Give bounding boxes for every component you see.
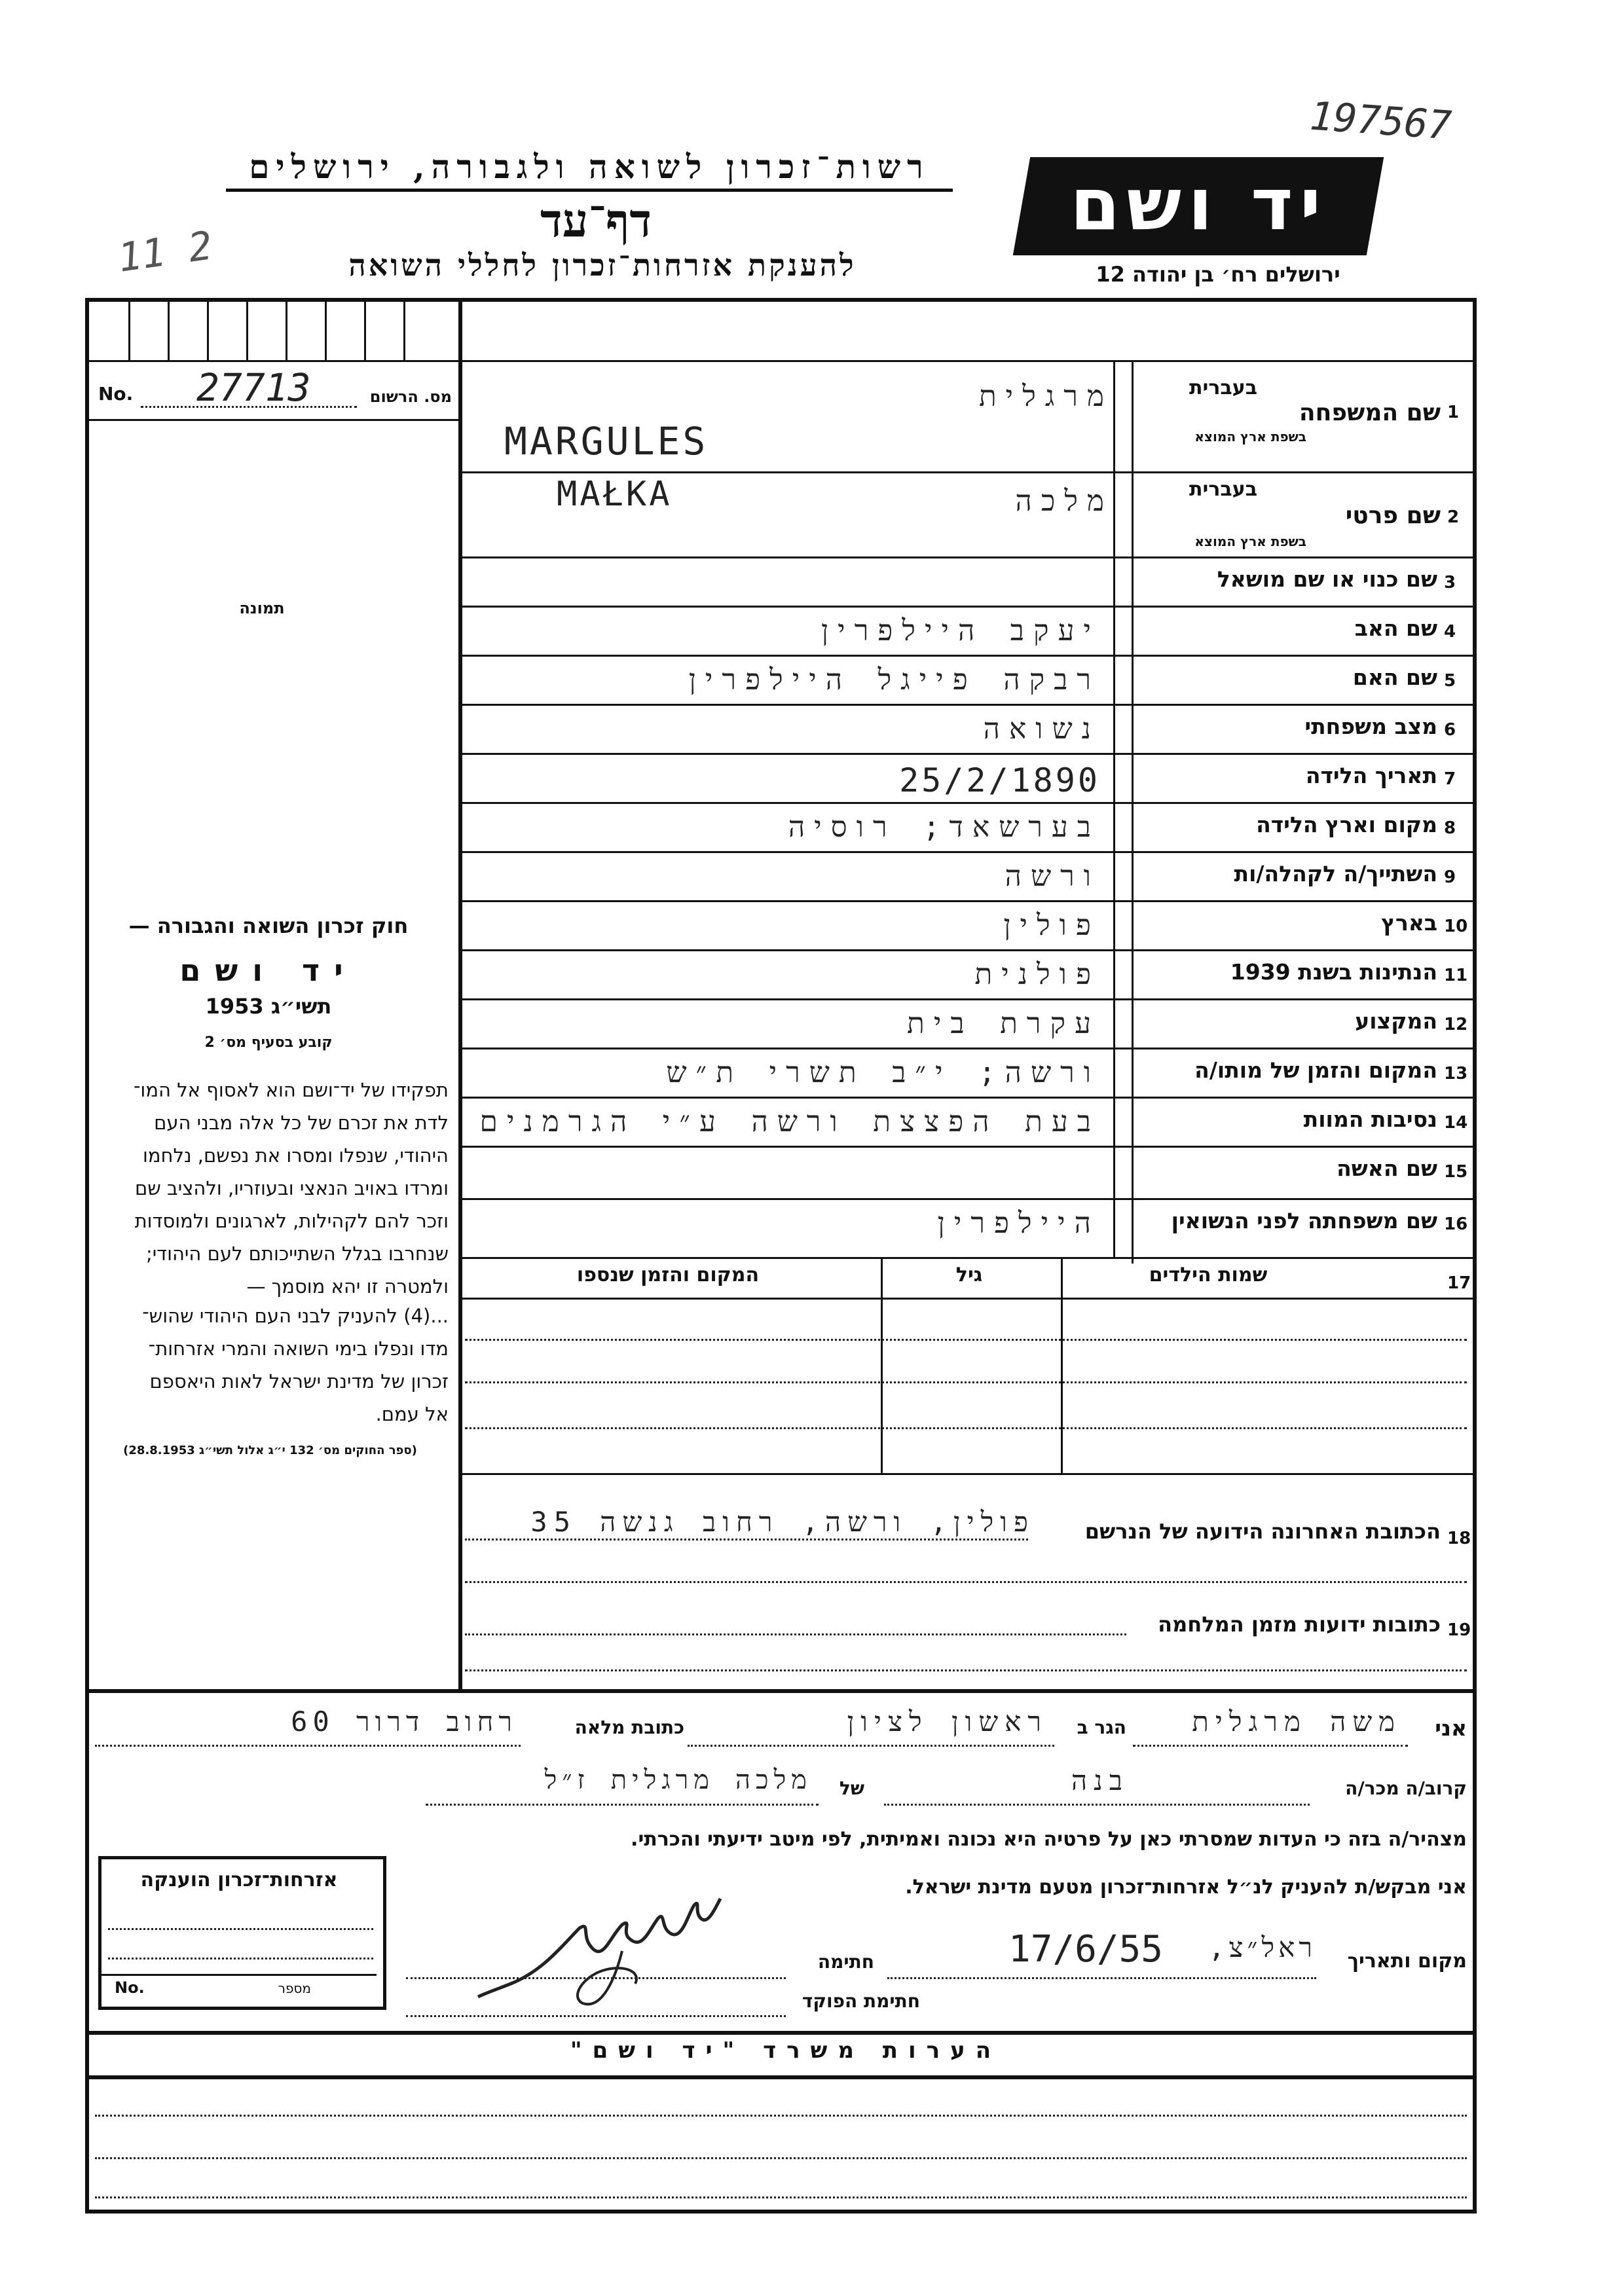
field-10-label: בארץ — [1381, 910, 1437, 936]
field-row-line — [462, 753, 1473, 755]
address: ירושלים רח׳ בן יהודה 12 — [1096, 262, 1340, 287]
children-col-divider-1 — [881, 1257, 883, 1473]
field-5-number: 5 — [1444, 671, 1456, 691]
field-7-label: תאריך הלידה — [1305, 763, 1437, 788]
field-4-value: יעקב היילפרין — [821, 614, 1100, 647]
field-row-line — [462, 802, 1473, 804]
relation-label: קרוב/ה מכר/ה — [1345, 1777, 1467, 1799]
declarant-address: רחוב דרור 60 — [291, 1705, 517, 1738]
field-18-number: 18 — [1447, 1529, 1471, 1548]
field-16-label: שם משפחתה לפני הנשואין — [1171, 1208, 1437, 1233]
law-paragraph-2: ...(4) להעניק לבני העם היהודי שהוש־ מדו ונפלו בימי השואה והמרי אזרחות־ זכרון של מדינת ישראל לאות היאספם אל עמם. — [142, 1305, 449, 1425]
children-row-1 — [465, 1339, 1467, 1341]
field-row-line — [462, 655, 1473, 657]
field-1-label: שם המשפחה — [1299, 399, 1441, 426]
law-citation: (ספר החוקים מס׳ 132 י״ג אלול תשי״ג 28.8.1953) — [123, 1444, 417, 1457]
law-clause: קובע בסעיף מס׳ 2 — [204, 1034, 333, 1051]
date-value: 17/6/55 — [1008, 1928, 1164, 1971]
of-label: של — [839, 1777, 864, 1799]
registration-label: מס. הרשום — [369, 388, 452, 406]
relation-value: בנה — [1071, 1764, 1130, 1796]
field-3-label: שם כנוי או שם מושאל — [1217, 566, 1437, 592]
law-heading: חוק זכרון השואה והגבורה — — [128, 913, 409, 938]
field-9-number: 9 — [1444, 867, 1456, 887]
grant-box-no-label: No. — [115, 1978, 145, 1997]
value-column-divider — [1113, 360, 1115, 1257]
declarant-label: אני — [1435, 1715, 1467, 1741]
field-9-value: ורשה — [1005, 860, 1100, 893]
residing-label: הגר ב — [1077, 1717, 1126, 1738]
field-1-hebrew-sub: בעברית — [1189, 376, 1257, 399]
law-year: תשי״ג 1953 — [205, 994, 332, 1019]
label-column-divider — [1132, 360, 1134, 1264]
signature — [471, 1872, 747, 2016]
field-10-value: פולין — [1003, 909, 1100, 942]
remarks-title: הערות משרד "יד ושם" — [570, 2037, 1002, 2064]
field-19-line-2 — [465, 1669, 1467, 1671]
field-1-number: 1 — [1447, 403, 1460, 422]
children-bottom-line — [462, 1473, 1473, 1475]
law-name: יד ושם — [179, 953, 358, 988]
form-subtitle: להענקת אזרחות־זכרון לחללי השואה — [348, 247, 857, 283]
field-14-label: נסיבות המוות — [1303, 1106, 1437, 1132]
law-paragraph-1: תפקידו של יד־ושם הוא לאסוף אל המו־ לדת את זכרם של כל אלה מבני העם היהודי, שנפלו ומסרו את נפשם, נלחמו ומרדו באויב הנאצי ובעוזריו, ולהציב שם וזכר להם לקהילות, לארגונים ולמוסדות שנחרבו בגלל השתייכותם לעם היהודי; ולמטרה זו יהא מוסמך — — [133, 1079, 449, 1298]
field-row-line — [462, 1146, 1473, 1148]
official-signature-line — [406, 2015, 786, 2017]
field-row-line — [462, 851, 1473, 853]
field-11-label: הנתינות בשנת 1939 — [1230, 959, 1437, 985]
remarks-line-3 — [95, 2196, 1467, 2198]
field-13-number: 13 — [1444, 1064, 1468, 1084]
children-row-2 — [465, 1381, 1467, 1383]
field-18-line-2 — [465, 1581, 1467, 1583]
remarks-line-1 — [95, 2115, 1467, 2117]
children-place-header: המקום והזמן שנספו — [576, 1264, 760, 1286]
field-row-line — [462, 1198, 1473, 1200]
field-18-value: פולין, ורשה, רחוב גנשה 35 — [530, 1506, 1035, 1538]
title-underline — [226, 189, 953, 192]
field-6-number: 6 — [1444, 720, 1456, 740]
field-10-number: 10 — [1444, 917, 1468, 936]
field-14-number: 14 — [1444, 1113, 1468, 1133]
field-1-value-latin: MARGULES — [504, 419, 709, 464]
field-11-value: פולנית — [974, 958, 1100, 991]
field-2-origin-sub: בשפת ארץ המוצא — [1194, 534, 1306, 549]
remarks-header-line — [89, 2075, 1473, 2079]
margin-note: 11 2 — [115, 223, 215, 282]
relation-line — [884, 1804, 1310, 1806]
grant-box-title: אזרחות־זכרון הוענקה — [140, 1868, 338, 1891]
field-19-label: כתובות ידועות מזמן המלחמה — [1158, 1612, 1441, 1637]
field-2-value: מלכה — [1015, 484, 1113, 518]
field-row-line — [462, 1048, 1473, 1049]
field-7-value: 25/2/1890 — [899, 761, 1100, 799]
field-row-line — [462, 704, 1473, 706]
archive-number: 197567 — [1308, 93, 1453, 149]
remarks-line-2 — [95, 2157, 1467, 2159]
field-16-value: היילפרין — [937, 1207, 1100, 1240]
field-17-number: 17 — [1447, 1273, 1471, 1293]
address-label: כתובת מלאה — [574, 1717, 684, 1738]
frame-right — [1473, 298, 1477, 2214]
place-date-line — [887, 1977, 1316, 1979]
official-signature-label: חתימת הפוקד — [802, 1990, 920, 2012]
children-col-divider-2 — [1061, 1257, 1063, 1473]
grant-box-number-label: מספר — [278, 1980, 311, 1996]
registration-number: 27713 — [196, 365, 311, 410]
photo-label: תמונה — [239, 599, 285, 617]
form-title: דף־עד — [540, 193, 652, 247]
field-12-value: עקרת בית — [907, 1007, 1100, 1040]
children-age-header: גיל — [955, 1264, 983, 1286]
registration-no-label: No. — [98, 383, 134, 405]
declarant-name: משה מרגלית — [1192, 1705, 1401, 1738]
field-2-number: 2 — [1447, 507, 1460, 527]
field-1-origin-sub: בשפת ארץ המוצא — [1194, 429, 1306, 445]
grant-box — [98, 1856, 386, 2010]
field-1-value: מרגלית — [978, 380, 1113, 413]
yad-vashem-logo: יד ושם — [1013, 157, 1384, 255]
field-7-number: 7 — [1444, 769, 1456, 789]
top-strip-line — [89, 360, 1473, 362]
field-row-line — [462, 1097, 1473, 1099]
frame-bottom — [85, 2210, 1477, 2214]
field-19-number: 19 — [1447, 1620, 1471, 1640]
place-date-label: מקום ותאריך — [1347, 1950, 1467, 1973]
field-2-label: שם פרטי — [1345, 502, 1441, 529]
field-15-number: 15 — [1444, 1162, 1468, 1182]
field-2-value-latin: MAŁKA — [557, 475, 673, 514]
declarant-line — [1133, 1745, 1408, 1747]
field-12-number: 12 — [1444, 1015, 1468, 1034]
field-15-label: שם האשה — [1337, 1156, 1437, 1181]
field-row-line — [462, 606, 1473, 608]
field-row-line — [462, 1257, 1473, 1259]
field-2-hebrew-sub: בעברית — [1189, 478, 1257, 501]
field-3-number: 3 — [1444, 573, 1456, 592]
section-divider — [89, 1689, 1473, 1693]
field-12-label: המקצוע — [1355, 1008, 1437, 1034]
authority-title: רשות־זכרון לשואה ולגבורה, ירושלים — [249, 147, 930, 186]
field-18-line-1 — [465, 1539, 1028, 1540]
address-line — [95, 1745, 521, 1747]
field-row-line — [462, 998, 1473, 1000]
field-8-label: מקום וארץ הלידה — [1256, 812, 1437, 837]
field-19-line-1 — [465, 1633, 1126, 1635]
of-name: מלכה מרגלית ז״ל — [544, 1765, 812, 1795]
declarant-city: ראשון לציון — [847, 1705, 1048, 1738]
city-line — [688, 1745, 1054, 1747]
field-row-line — [462, 556, 1473, 558]
field-6-label: מצב משפחתי — [1304, 714, 1437, 739]
field-16-number: 16 — [1444, 1214, 1468, 1234]
field-row-line — [462, 471, 1473, 473]
remarks-top — [89, 2031, 1473, 2035]
field-row-line — [462, 900, 1473, 902]
frame-left — [85, 298, 89, 2214]
of-line — [426, 1804, 819, 1806]
left-panel-divider — [458, 302, 462, 1690]
field-row-line — [462, 949, 1473, 951]
field-14-value: בעת הפצצת ורשה ע״י הגרמנים — [479, 1105, 1100, 1139]
field-8-number: 8 — [1444, 818, 1456, 838]
field-13-label: המקום והזמן של מותו/ה — [1194, 1057, 1437, 1083]
field-8-value: בערשאד; רוסיה — [788, 811, 1100, 844]
children-header-line — [462, 1298, 1473, 1300]
field-5-value: רבקה פייגל היילפרין — [688, 663, 1100, 697]
declaration-statement-1: מצהיר/ה בזה כי העדות שמסרתי כאן על פרטיה היא נכונה ואמיתית, לפי מיטב ידיעתי והכרתי. — [631, 1828, 1467, 1851]
tick-boxes — [89, 302, 462, 361]
registration-underline — [89, 419, 458, 421]
children-names-header: שמות הילדים — [1149, 1264, 1268, 1286]
field-4-label: שם האב — [1354, 615, 1437, 641]
field-4-number: 4 — [1444, 622, 1456, 642]
place-value: ראל״צ, — [1208, 1931, 1316, 1963]
field-5-label: שם האם — [1352, 665, 1437, 690]
declaration-statement-2: אני מבקש/ת להעניק לנ״ל אזרחות־זכרון מטעם מדינת ישראל. — [905, 1876, 1467, 1899]
field-6-value: נשואה — [983, 712, 1100, 746]
field-13-value: ורשה; י״ב תשרי ת״ש — [666, 1056, 1100, 1089]
field-18-label: הכתובת האחרונה הידועה של הנרשם — [1084, 1519, 1441, 1544]
signature-label: חתימה — [817, 1951, 874, 1973]
field-9-label: השתייך/ה לקהלה/ות — [1234, 861, 1437, 886]
children-row-3 — [465, 1427, 1467, 1429]
field-11-number: 11 — [1444, 966, 1468, 985]
